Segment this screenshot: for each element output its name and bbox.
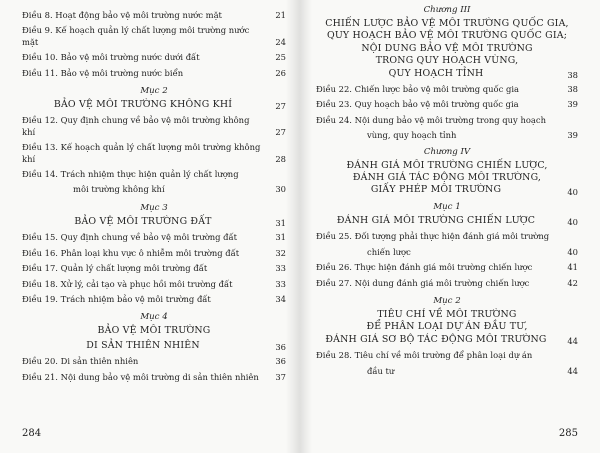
toc-entry: Điều 13. Kế hoạch quản lý chất lượng môi trường không khí 28 xyxy=(22,142,286,164)
chapter-heading: QUY HOẠCH BẢO VỆ MÔI TRƯỜNG QUỐC GIA; xyxy=(326,30,568,42)
section-heading: ĐÁNH GIÁ MÔI TRƯỜNG CHIẾN LƯỢC 40 xyxy=(336,214,578,228)
chapter-heading: GIẤY PHÉP MÔI TRƯỜNG 40 xyxy=(370,184,578,197)
toc-entry: Điều 26. Thực hiện đánh giá môi trường chiến lược 41 xyxy=(316,262,578,273)
section-label: Mục 4 xyxy=(140,312,168,323)
toc-entry: Điều 25. Đối tượng phải thực hiện đánh giá môi trường xyxy=(316,231,550,242)
section-heading: TIÊU CHÍ VỀ MÔI TRƯỜNG xyxy=(377,308,517,320)
toc-entry: Điều 23. Quy hoạch bảo vệ môi trường quốc gia 39 xyxy=(316,99,578,110)
toc-entry: Điều 16. Phân loại khu vực ô nhiễm môi trường đất 32 xyxy=(22,247,286,258)
toc-entry: Điều 19. Trách nhiệm bảo vệ môi trường đất 34 xyxy=(22,293,286,304)
toc-entry: Điều 22. Chiến lược bảo vệ môi trường quốc gia 38 xyxy=(316,84,578,95)
chapter-heading: QUY HOẠCH TỈNH 38 xyxy=(388,67,578,81)
chapter-label: Chương III xyxy=(423,5,471,15)
section-heading: ĐÁNH GIÁ SƠ BỘ TÁC ĐỘNG MÔI TRƯỜNG 44 xyxy=(325,333,578,347)
chapter-heading: NỘI DUNG BẢO VỆ MÔI TRƯỜNG xyxy=(361,42,533,54)
toc-entry-continued: chiến lược 40 xyxy=(367,246,578,257)
section-label: Mục 3 xyxy=(140,202,168,213)
toc-entry: Điều 28. Tiêu chí về môi trường để phân loại dự án xyxy=(316,350,533,361)
toc-entry: Điều 21. Nội dung bảo vệ môi trường di sản thiên nhiên 37 xyxy=(22,371,286,382)
right-page xyxy=(300,0,600,453)
toc-entry: Điều 11. Bảo vệ môi trường nước biển 26 xyxy=(22,67,286,78)
toc-entry-continued: đầu tư 44 xyxy=(367,365,578,376)
chapter-label: Chương IV xyxy=(423,146,471,157)
section-heading: BẢO VỆ MÔI TRƯỜNG KHÔNG KHÍ 27 xyxy=(53,99,286,112)
chapter-heading: CHIẾN LƯỢC BẢO VỆ MÔI TRƯỜNG QUỐC GIA, xyxy=(325,18,569,29)
toc-entry: Điều 17. Quản lý chất lượng môi trường đất 33 xyxy=(22,263,286,274)
toc-entry: Điều 24. Nội dung bảo vệ môi trường trong quy hoạch xyxy=(316,114,546,125)
page-number: 285 xyxy=(558,428,578,439)
toc-entry: Điều 10. Bảo vệ môi trường nước dưới đất 25 xyxy=(22,52,286,63)
page-number: 284 xyxy=(22,428,42,439)
section-label: Mục 1 xyxy=(433,201,461,212)
toc-entry: Điều 18. Xử lý, cải tạo và phục hồi môi trường đất 33 xyxy=(22,278,286,289)
left-entries-a xyxy=(22,10,286,79)
section-label: Mục 2 xyxy=(433,295,461,306)
toc-entry: Điều 9. Kế hoạch quản lý chất lượng môi trường nước mặt 24 xyxy=(22,25,286,47)
chapter-heading: ĐÁNH GIÁ MÔI TRƯỜNG CHIẾN LƯỢC, xyxy=(346,159,548,171)
toc-entry: Điều 27. Nội dung đánh giá môi trường chiến lược 42 xyxy=(316,277,578,288)
toc-entry: Điều 20. Di sản thiên nhiên 36 xyxy=(22,356,286,367)
toc-entry-continued: môi trường không khí 30 xyxy=(73,184,286,195)
section-heading: DI SẢN THIÊN NHIÊN 36 xyxy=(86,339,286,353)
toc-entry: Điều 12. Quy định chung về bảo vệ môi trường không khí 27 xyxy=(22,115,286,137)
toc-entry: Điều 14. Trách nhiệm thực hiện quản lý chất lượng xyxy=(22,169,239,180)
toc-entry: Điều 15. Quy định chung về bảo vệ môi trường đất 31 xyxy=(22,232,286,243)
section-heading: BẢO VỆ MÔI TRƯỜNG xyxy=(97,325,211,337)
section-heading: BẢO VỆ MÔI TRƯỜNG ĐẤT 31 xyxy=(74,215,286,229)
chapter-heading: TRONG QUY HOẠCH VÙNG, xyxy=(375,55,519,67)
toc-entry-continued: vùng, quy hoạch tỉnh 39 xyxy=(367,130,578,141)
section-heading: ĐỂ PHÂN LOẠI DỰ ÁN ĐẦU TƯ, xyxy=(366,321,528,333)
toc-entry: Điều 8. Hoạt động bảo vệ môi trường nước mặt 21 xyxy=(22,10,286,20)
section-label: Mục 2 xyxy=(140,86,168,97)
chapter-heading: ĐÁNH GIÁ TÁC ĐỘNG MÔI TRƯỜNG, xyxy=(352,172,542,184)
